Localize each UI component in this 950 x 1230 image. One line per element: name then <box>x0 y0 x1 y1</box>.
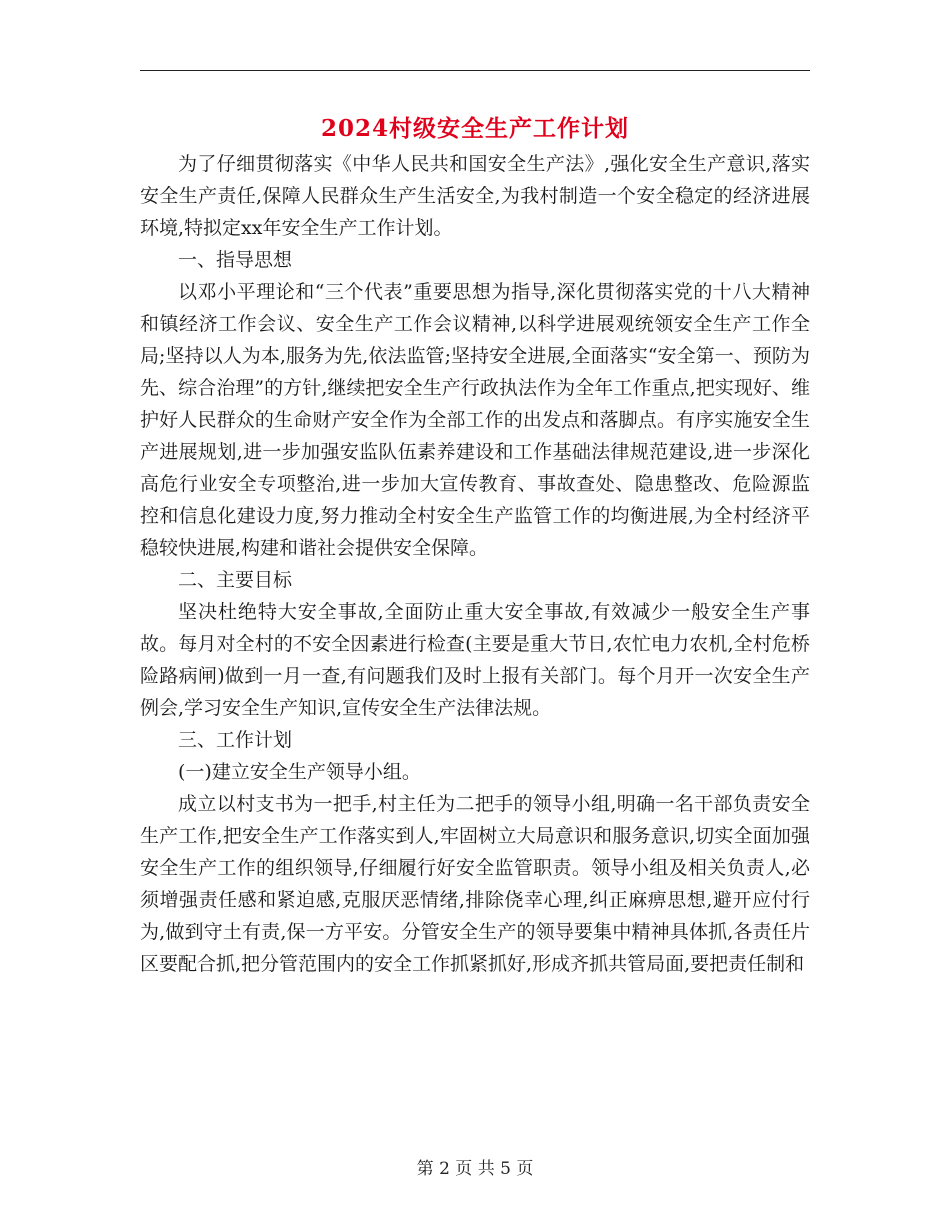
section-heading-main-goals: 二、主要目标 <box>178 569 293 591</box>
section-heading-work-plan: 三、工作计划 <box>178 729 293 751</box>
paragraph-main-goals: 坚决杜绝特大安全事故,全面防止重大安全事故,有效减少一般安全生产事故。每月对全村的不安全因素进行检查(主要是重大节日,农忙电力农机,全村危桥险路病闸)做到一月一查,有问题我们及时上报有关部门。每个月开一次安全生产例会,学习安全生产知识,宣传安全生产法律法规。 <box>140 601 810 719</box>
document-title: 2024村级安全生产工作计划 <box>320 115 629 142</box>
section-heading-guiding-thought: 一、指导思想 <box>178 249 293 271</box>
document-body <box>140 148 810 980</box>
subsection-heading-leading-group: (一)建立安全生产领导小组。 <box>178 761 421 783</box>
paragraph-guiding-thought: 以邓小平理论和“三个代表”重要思想为指导,深化贯彻落实党的十八大精神和镇经济工作会议、安全生产工作会议精神,以科学进展观统领安全生产工作全局;坚持以人为本,服务为先,依法监管;坚持安全进展,全面落实“安全第一、预防为先、综合治理”的方针,继续把安全生产行政执法作为全年工作重点,把实现好、维护好人民群众的生命财产安全作为全部工作的出发点和落脚点。有序实施安全生产进展规划,进一步加强安监队伍素养建设和工作基础法律规范建设,进一步深化高危行业安全专项整治,进一步加大宣传教育、事故查处、隐患整改、危险源监控和信息化建设力度,努力推动全村安全生产监管工作的均衡进展,为全村经济平稳较快进展,构建和谐社会提供安全保障。 <box>140 281 810 559</box>
paragraph-leading-group: 成立以村支书为一把手,村主任为二把手的领导小组,明确一名干部负责安全生产工作,把安全生产工作落实到人,牢固树立大局意识和服务意识,切实全面加强安全生产工作的组织领导,仔细履行好安全监管职责。领导小组及相关负责人,必须增强责任感和紧迫感,克服厌恶情绪,排除侥幸心理,纠正麻痹思想,避开应付行为,做到守土有责,保一方平安。分管安全生产的领导要集中精神具体抓,各责任片区要配合抓,把分管范围内的安全工作抓紧抓好,形成齐抓共管局面,要把责任制和 <box>140 793 810 975</box>
page-number: 第 2 页 共 5 页 <box>416 1159 534 1179</box>
paragraph-intro: 为了仔细贯彻落实《中华人民共和国安全生产法》,强化安全生产意识,落实安全生产责任,保障人民群众生产生活安全,为我村制造一个安全稳定的经济进展环境,特拟定xx年安全生产工作计划。 <box>140 153 810 239</box>
header-rule <box>140 70 810 71</box>
